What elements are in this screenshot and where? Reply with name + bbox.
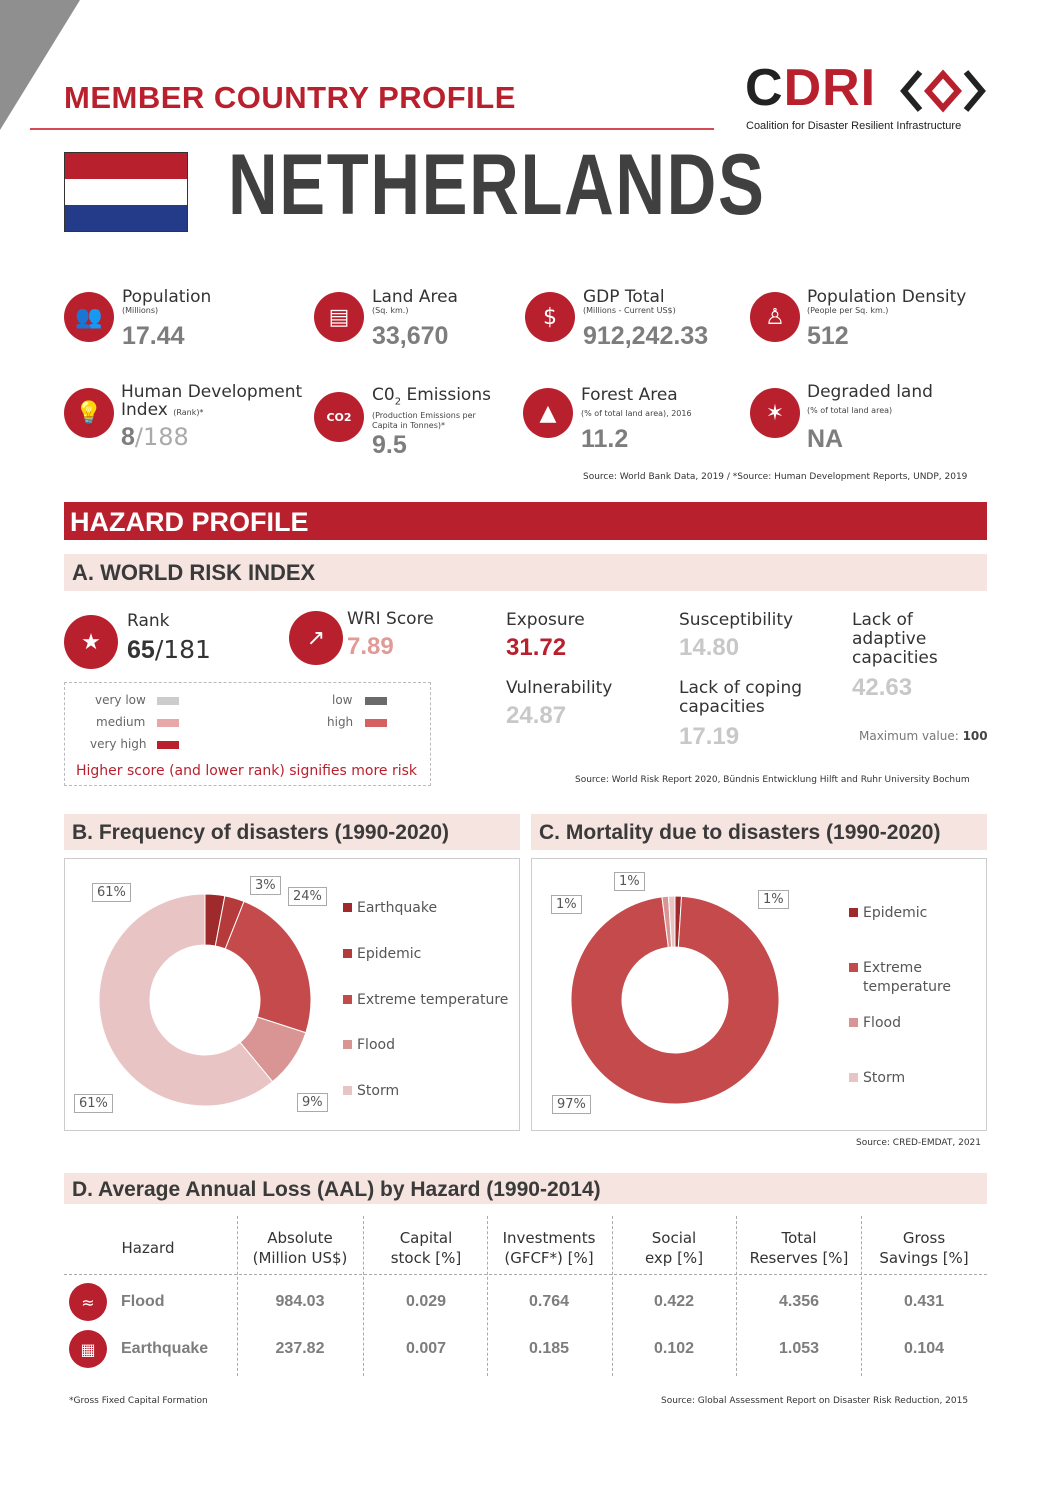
stat-value: 912,242.33 [583, 322, 709, 350]
stat-label-line2: Index [121, 400, 168, 420]
col-divider [363, 1216, 364, 1376]
callout-flood: 9% [297, 1093, 328, 1112]
gdp-icon: $ [525, 292, 575, 342]
vulnerability-value: 24.87 [506, 702, 567, 729]
lack-coping-value: 17.19 [679, 723, 740, 750]
legend-label: Extreme [863, 960, 922, 976]
population-density-icon: ♙ [750, 292, 800, 342]
legend-label: Storm [863, 1070, 906, 1086]
col-divider [237, 1216, 238, 1376]
score-label: WRI Score [347, 609, 434, 629]
wri-rank [127, 612, 211, 665]
score-chart-icon: ↗ [289, 611, 343, 665]
exposure-label: Exposure [506, 610, 585, 630]
legend-very-high: very high [90, 737, 147, 751]
legend-flood [343, 1037, 395, 1053]
stat-sub: (Millions - Current US$) [583, 306, 676, 315]
legend-swatch-very-high [157, 741, 179, 749]
legend-extreme-temperature [343, 992, 508, 1008]
col-gross-savings [864, 1228, 984, 1268]
rank-suffix: /181 [154, 635, 211, 664]
col-capital-l1: Capital [399, 1229, 453, 1247]
col-hazard: Hazard [121, 1239, 175, 1257]
col-capital-l2: stock [%] [390, 1249, 462, 1267]
col-total-reserves [739, 1228, 859, 1268]
wri-legend [64, 682, 431, 786]
podium-icon: ★ [64, 615, 118, 669]
vulnerability [506, 679, 612, 730]
stat-hdi [121, 383, 302, 452]
stat-label-rest: Emissions [401, 385, 491, 405]
vulnerability-label: Vulnerability [506, 678, 613, 698]
col-social-l1: Social [651, 1229, 697, 1247]
stat-sub: (People per Sq. km.) [807, 306, 889, 315]
susceptibility [679, 611, 793, 662]
lack-adaptive-label-2: adaptive [852, 629, 927, 649]
logo-mark-icon [898, 66, 988, 116]
stat-sub-line1: (Production Emissions per [372, 411, 476, 421]
rank-label: Rank [127, 611, 170, 631]
stat-value: 8 [121, 423, 135, 451]
legend-note: Higher score (and lower rank) signifies more risk [76, 763, 418, 779]
lack-coping [679, 679, 802, 751]
legend-earthquake [343, 900, 437, 916]
table-cell: 0.422 [653, 1293, 695, 1310]
rank-value: 65 [127, 636, 155, 664]
callout-epidemic: 1% [758, 890, 789, 909]
max-label: Maximum value: [859, 729, 963, 743]
legend-low: low [332, 693, 353, 707]
stat-sub: (% of total land area), 2016 [581, 409, 692, 418]
stat-label: Population Density [807, 287, 967, 307]
stat-value: 11.2 [581, 425, 629, 453]
stat-sub-line2: Capita in Tonnes)* [372, 421, 445, 431]
table-cell: 0.102 [653, 1340, 695, 1357]
earthquake-icon: ▦ [69, 1330, 107, 1368]
legend-label: Flood [357, 1037, 395, 1053]
table-cell: 4.356 [778, 1293, 820, 1310]
exposure-value: 31.72 [506, 634, 567, 661]
wri-source: Source: World Risk Report 2020, Bündnis Entwicklung Hilft and Ruhr University Bochum [575, 775, 970, 785]
callout-extreme-temperature: 97% [552, 1095, 591, 1114]
table-cell: 0.764 [528, 1293, 570, 1310]
stat-population-density [807, 288, 966, 351]
table-cell: 1.053 [778, 1340, 820, 1357]
row-hazard-flood: Flood [121, 1293, 165, 1310]
legend-swatch-high [365, 719, 387, 727]
stat-label: Population [122, 287, 212, 307]
col-social-exp [614, 1228, 734, 1268]
stat-sub: (Sq. km.) [372, 306, 409, 315]
table-cell: 984.03 [275, 1293, 325, 1310]
aal-heading: D. Average Annual Loss (AAL) by Hazard (1990-2014) [64, 1173, 987, 1204]
legend-label: Extreme temperature [357, 992, 509, 1008]
legend-label: Storm [357, 1083, 400, 1099]
frequency-heading: B. Frequency of disasters (1990-2020) [64, 814, 520, 850]
stat-label: Land Area [372, 287, 458, 307]
col-capital-stock [366, 1228, 486, 1268]
susceptibility-label: Susceptibility [679, 610, 794, 630]
legend-extreme-temperature [849, 960, 922, 976]
legend-label: Flood [863, 1015, 901, 1031]
callout-storm: 61% [92, 883, 131, 902]
lack-adaptive-label-3: capacities [852, 648, 938, 668]
legend-label: Epidemic [357, 946, 422, 962]
stat-value: 9.5 [372, 431, 407, 460]
donut-slice-extreme-temperature [225, 901, 311, 1032]
lightbulb-icon: 💡 [64, 388, 114, 438]
callout-storm: 1% [551, 895, 582, 914]
country-name: NETHERLANDS [228, 137, 766, 233]
stat-label-subscript: 2 [394, 396, 402, 408]
legend-swatch-medium [157, 719, 179, 727]
col-divider [612, 1216, 613, 1376]
stat-label: Degraded land [807, 382, 933, 402]
stat-land-area [372, 288, 458, 351]
population-icon: 👥 [64, 292, 114, 342]
lack-adaptive-value: 42.63 [852, 674, 913, 701]
stat-label: Forest Area [581, 385, 678, 405]
col-reserves-l2: Reserves [%] [749, 1249, 849, 1267]
table-cell: 0.431 [903, 1293, 945, 1310]
legend-label: Earthquake [357, 900, 438, 916]
col-divider [736, 1216, 737, 1376]
logo-subtitle: Coalition for Disaster Resilient Infrastructure [746, 120, 962, 132]
legend-high: high [327, 715, 354, 729]
col-savings-l2: Savings [%] [879, 1249, 969, 1267]
legend-swatch-low [365, 697, 387, 705]
stat-value: 512 [807, 322, 849, 350]
stat-label-line1: Human Development [121, 382, 303, 402]
aal-source: Source: Global Assessment Report on Disaster Risk Reduction, 2015 [661, 1396, 969, 1406]
row-hazard-earthquake: Earthquake [121, 1340, 209, 1357]
lack-adaptive-label-1: Lack of [852, 610, 913, 630]
col-divider [487, 1216, 488, 1376]
stat-label: GDP Total [583, 287, 665, 307]
legend-epidemic [849, 905, 927, 921]
col-investments [489, 1228, 609, 1268]
stat-sub: (% of total land area) [807, 406, 893, 415]
legend-storm [343, 1083, 399, 1099]
legend-medium: medium [96, 715, 146, 729]
stat-sub: (Rank)* [173, 408, 204, 417]
lack-coping-label-2: capacities [679, 697, 765, 717]
page-title: MEMBER COUNTRY PROFILE [64, 80, 516, 115]
callout-storm-61: 61% [74, 1094, 113, 1113]
lack-adaptive [852, 611, 938, 702]
col-divider [861, 1216, 862, 1376]
score-value: 7.89 [347, 633, 394, 660]
stat-degraded-land [807, 383, 933, 454]
stat-gdp [583, 288, 708, 351]
susceptibility-value: 14.80 [679, 634, 740, 661]
stat-co2 [372, 386, 491, 460]
callout-extreme-temperature: 24% [288, 887, 327, 906]
header-divider [30, 128, 714, 130]
table-header-divider [64, 1274, 987, 1275]
stat-value-suffix: /188 [134, 423, 189, 451]
col-reserves-l1: Total [781, 1229, 817, 1247]
col-absolute-l1: Absolute [267, 1229, 333, 1247]
max-value [859, 729, 988, 743]
col-savings-l1: Gross [902, 1229, 946, 1247]
stats-source: Source: World Bank Data, 2019 / *Source: Human Development Reports, UNDP, 2019 [583, 472, 968, 482]
co2-cloud-icon: CO2 [314, 392, 364, 442]
callout-epidemic: 3% [250, 876, 281, 895]
table-cell: 0.185 [528, 1340, 570, 1357]
legend-very-low: very low [95, 693, 146, 707]
col-absolute-l2: (Million US$) [252, 1249, 348, 1267]
flood-icon: ≈ [69, 1283, 107, 1321]
legend-label: Epidemic [863, 905, 928, 921]
legend-label-cont: temperature [863, 979, 951, 995]
max-number: 100 [962, 729, 988, 743]
legend-flood [849, 1015, 901, 1031]
forest-icon: ▲ [523, 388, 573, 438]
lack-coping-label-1: Lack of coping [679, 678, 803, 698]
table-cell: 0.029 [405, 1293, 447, 1310]
col-invest-l2: (GFCF*) [%] [504, 1249, 594, 1267]
stat-forest [581, 386, 692, 454]
wri-heading: A. WORLD RISK INDEX [64, 554, 987, 591]
stat-value: NA [807, 425, 844, 453]
hazard-profile-heading: HAZARD PROFILE [64, 502, 987, 540]
callout-flood: 1% [614, 872, 645, 891]
stat-value: 33,670 [372, 322, 449, 350]
table-cell: 237.82 [275, 1340, 325, 1357]
col-social-l2: exp [%] [644, 1249, 704, 1267]
degraded-land-icon: ✶ [750, 388, 800, 438]
legend-swatch-very-low [157, 697, 179, 705]
stat-sub: (Millions) [122, 306, 159, 315]
table-cell: 0.104 [903, 1340, 945, 1357]
legend-epidemic [343, 946, 421, 962]
stat-population [122, 288, 211, 351]
logo: CDRI [745, 59, 877, 117]
legend-storm [849, 1070, 905, 1086]
col-invest-l1: Investments [502, 1229, 596, 1247]
flag-netherlands [64, 152, 188, 232]
stat-label: C0 [372, 385, 395, 405]
col-absolute [240, 1228, 360, 1268]
logo-letters: DRI [783, 59, 877, 117]
wri-score [347, 610, 434, 661]
mortality-heading: C. Mortality due to disasters (1990-2020) [531, 814, 987, 850]
exposure [506, 611, 585, 662]
table-cell: 0.007 [405, 1340, 447, 1357]
stat-value: 17.44 [122, 322, 185, 350]
charts-source: Source: CRED-EMDAT, 2021 [856, 1138, 982, 1148]
aal-footnote: *Gross Fixed Capital Formation [69, 1396, 208, 1406]
land-area-icon: ▤ [314, 292, 364, 342]
